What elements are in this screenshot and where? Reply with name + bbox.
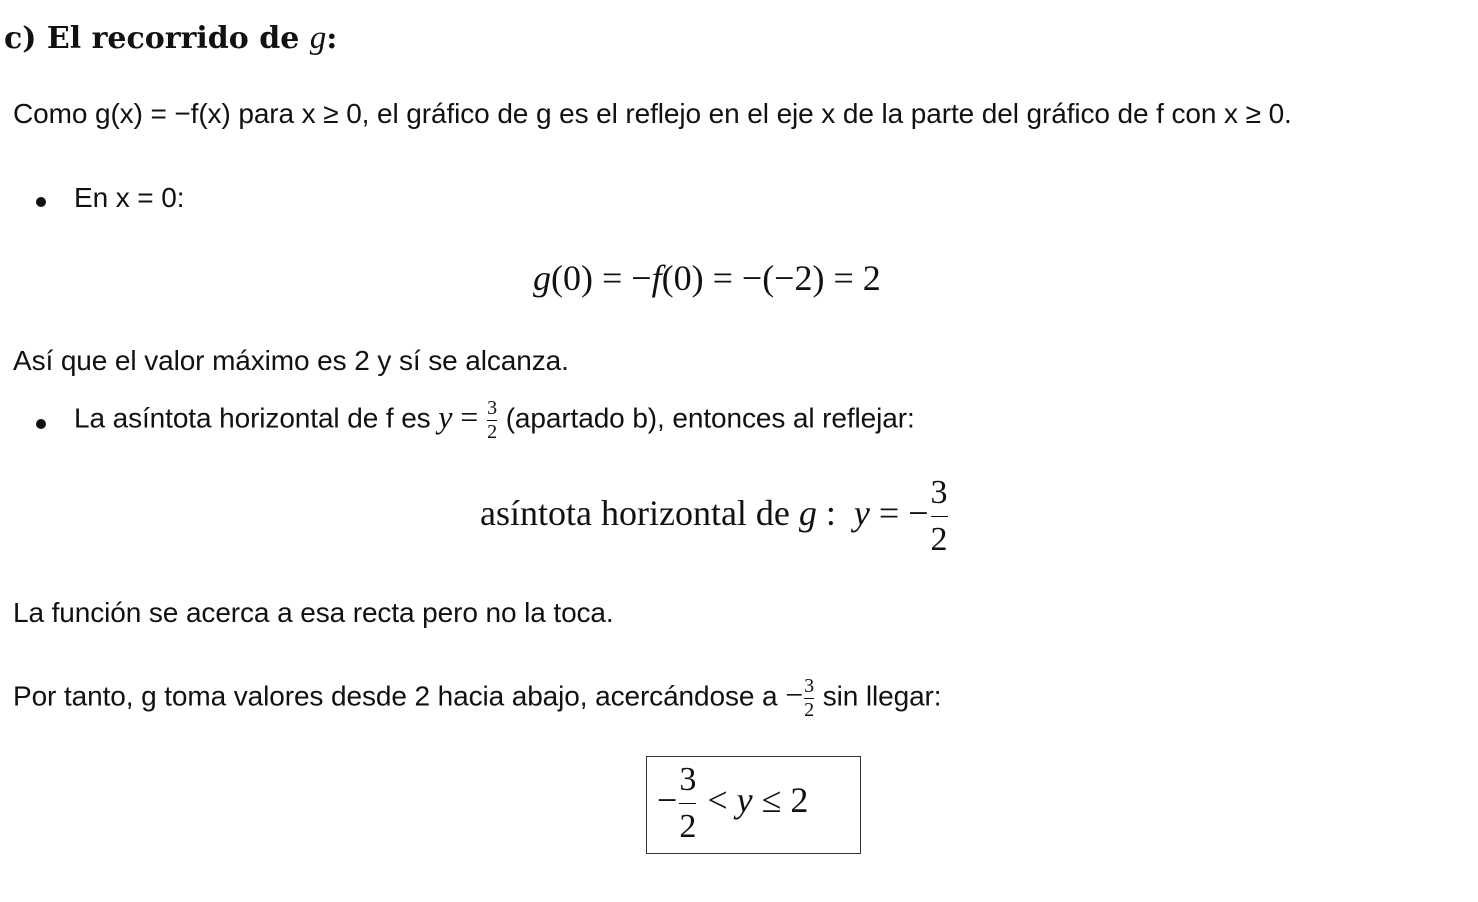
bullet-dot: [36, 419, 46, 429]
eq1-g: g: [533, 258, 551, 298]
fraction-numerator: 3: [679, 761, 697, 798]
fraction-numerator: 3: [930, 474, 948, 511]
conclusion-before: Por tanto, g toma valores desde 2 hacia abajo, acercándose a: [13, 680, 786, 712]
eq1-f: f: [651, 258, 662, 298]
fraction-numerator: 3: [804, 675, 815, 697]
answer-expression: [657, 763, 808, 844]
fraction-numerator: 3: [487, 397, 498, 419]
eq2-g: g: [798, 492, 817, 533]
approach-line: La función se acerca a esa recta pero no la toca.: [13, 597, 614, 628]
heading-variable: g: [309, 20, 327, 56]
conclusion-fraction: [803, 676, 815, 720]
fraction-denominator: 2: [487, 421, 498, 443]
eq1-open: (0) = −: [551, 258, 652, 298]
bullet2-after: (apartado b), entonces al reflejar:: [498, 402, 915, 434]
heading-suffix: :: [326, 21, 338, 56]
bullet2-fraction: [486, 398, 498, 442]
eq2-colon: :: [816, 492, 836, 533]
equation-asymptote-g: [480, 476, 950, 557]
answer-lt: <: [698, 779, 737, 820]
bullet2-y: y: [438, 398, 453, 435]
answer-minus: −: [657, 779, 678, 820]
intro-paragraph: Como g(x) = −f(x) para x ≥ 0, el gráfico de g es el reflejo en el eje x de la parte del gráfico de f con x ≥ 0.: [13, 98, 1292, 129]
conclusion-line: [13, 676, 941, 720]
answer-fraction: [677, 763, 698, 844]
answer-rest: ≤ 2: [752, 779, 809, 820]
bullet2-before: La asíntota horizontal de f es: [74, 402, 439, 434]
bullet-x-zero: En x = 0:: [74, 182, 185, 213]
eq2-fraction: [929, 476, 950, 557]
bullet2-eq: =: [452, 398, 487, 435]
bullet-asymptote: [74, 398, 915, 442]
eq2-eq: = −: [869, 492, 929, 533]
bullet-dot: [36, 197, 46, 207]
conclusion-minus: −: [785, 676, 804, 713]
eq1-rest: (0) = −(−2) = 2: [661, 258, 881, 298]
equation-g-of-zero: [533, 257, 881, 299]
answer-box: [646, 756, 861, 854]
eq2-y: y: [853, 492, 870, 533]
answer-y: y: [736, 779, 753, 820]
max-value-line: Así que el valor máximo es 2 y sí se alcanza.: [13, 345, 569, 376]
fraction-denominator: 2: [804, 699, 815, 721]
section-heading: [4, 20, 337, 57]
eq2-text: asíntota horizontal de: [480, 492, 799, 533]
fraction-denominator: 2: [679, 808, 697, 845]
fraction-denominator: 2: [930, 521, 948, 558]
heading-prefix: c) El recorrido de: [4, 21, 310, 56]
conclusion-after: sin llegar:: [815, 680, 942, 712]
